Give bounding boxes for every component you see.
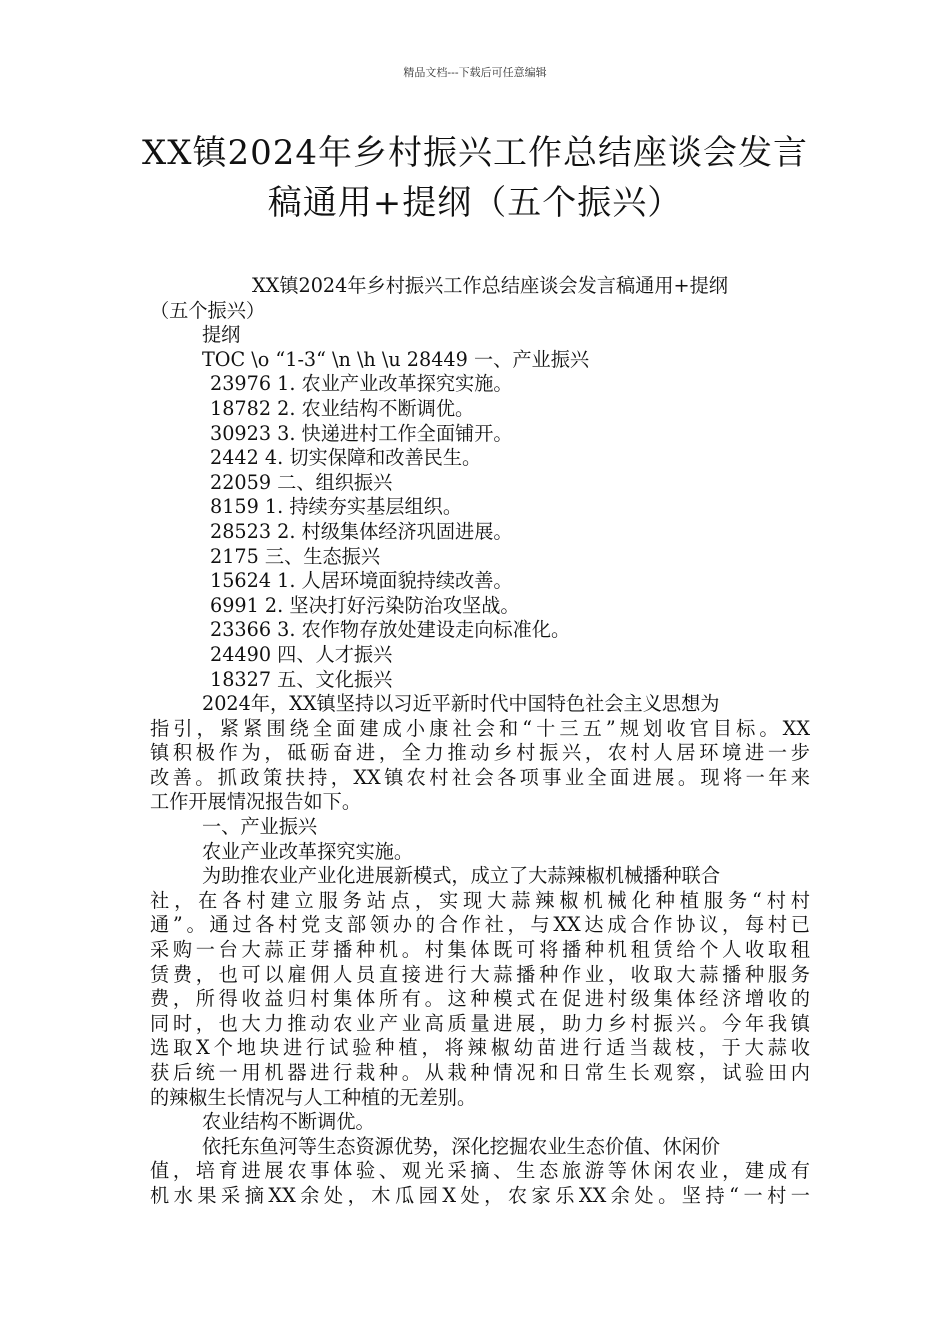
toc-item: 23366 3. 农作物存放处建设走向标准化。 xyxy=(210,618,571,642)
toc-item: 2442 4. 切实保障和改善民生。 xyxy=(210,446,482,470)
paragraph-line: 同时，也大力推动农业产业高质量进展，助力乡村振兴。今年我镇 xyxy=(150,1011,810,1035)
toc-item: 30923 3. 快递进村工作全面铺开。 xyxy=(210,421,513,445)
title-line-1: XX镇2024年乡村振兴工作总结座谈会发言 xyxy=(142,133,808,173)
paragraph-line: 赁费，也可以雇佣人员直接进行大蒜播种作业，收取大蒜播种服务 xyxy=(150,962,810,986)
toc-item: 28523 2. 村级集体经济巩固进展。 xyxy=(210,519,513,543)
page-header: 精品文档---下载后可任意编辑 xyxy=(403,66,547,79)
toc-item: 22059 二、组织振兴 xyxy=(210,470,393,494)
paragraph-line: 机水果采摘XX余处，木瓜园X处，农家乐XX余处。坚持“一村一 xyxy=(150,1183,810,1207)
toc-item: 2175 三、生态振兴 xyxy=(210,544,381,568)
toc-item: 24490 四、人才振兴 xyxy=(210,642,393,666)
subsection-heading: 农业产业改革探究实施。 xyxy=(202,839,414,863)
subtitle-line-2: （五个振兴） xyxy=(150,298,266,322)
paragraph-line: 改善。抓政策扶持，XX镇农村社会各项事业全面进展。现将一年来 xyxy=(150,765,810,789)
paragraph-line: 通”。通过各村党支部领办的合作社，与XX达成合作协议，每村已 xyxy=(150,913,810,937)
toc-line: TOC \o “1-3“ \n \h \u 28449 一、产业振兴 xyxy=(202,347,590,371)
subtitle-line-1: XX镇2024年乡村振兴工作总结座谈会发言稿通用+提纲 xyxy=(252,274,728,297)
section-heading: 一、产业振兴 xyxy=(202,815,318,839)
paragraph-line: 值，培育进展农事体验、观光采摘、生态旅游等休闲农业，建成有 xyxy=(150,1159,810,1183)
toc-item: 8159 1. 持续夯实基层组织。 xyxy=(210,495,463,519)
paragraph-line: 采购一台大蒜正芽播种机。村集体既可将播种机租赁给个人收取租 xyxy=(150,938,810,962)
toc-item: 6991 2. 坚决打好污染防治攻坚战。 xyxy=(210,593,520,617)
document-title xyxy=(100,128,850,228)
subsection-heading: 农业结构不断调优。 xyxy=(202,1110,375,1134)
paragraph-line: 依托东鱼河等生态资源优势，深化挖掘农业生态价值、休闲价 xyxy=(202,1134,721,1158)
paragraph-line: 社，在各村建立服务站点，实现大蒜辣椒机械化种植服务“村村 xyxy=(150,888,810,912)
paragraph-line: 指引，紧紧围绕全面建成小康社会和“十三五”规划收官目标。XX xyxy=(150,716,810,740)
paragraph-line: 2024年，XX镇坚持以习近平新时代中国特色社会主义思想为 xyxy=(202,692,720,716)
toc-item: 23976 1. 农业产业改革探究实施。 xyxy=(210,372,513,396)
document-body xyxy=(150,274,810,1209)
toc-item: 18327 五、文化振兴 xyxy=(210,667,393,691)
paragraph-line: 工作开展情况报告如下。 xyxy=(150,790,362,814)
paragraph-line: 费，所得收益归村集体所有。这种模式在促进村级集体经济增收的 xyxy=(150,987,810,1011)
paragraph-line: 获后统一用机器进行栽种。从栽种情况和日常生长观察，试验田内 xyxy=(150,1061,810,1084)
toc-item: 15624 1. 人居环境面貌持续改善。 xyxy=(210,569,513,593)
paragraph-line: 为助推农业产业化进展新模式，成立了大蒜辣椒机械播种联合 xyxy=(202,864,721,888)
paragraph-line: 镇积极作为，砥砺奋进，全力推动乡村振兴，农村人居环境进一步 xyxy=(150,741,810,765)
paragraph-line: 选取X个地块进行试验种植，将辣椒幼苗进行适当裁枝，于大蒜收 xyxy=(150,1036,810,1060)
paragraph-line: 的辣椒生长情况与人工种植的无差别。 xyxy=(150,1085,477,1109)
outline-heading: 提纲 xyxy=(202,323,241,347)
toc-item: 18782 2. 农业结构不断调优。 xyxy=(210,396,475,420)
title-line-2: 稿通用+提纲（五个振兴） xyxy=(267,183,683,223)
